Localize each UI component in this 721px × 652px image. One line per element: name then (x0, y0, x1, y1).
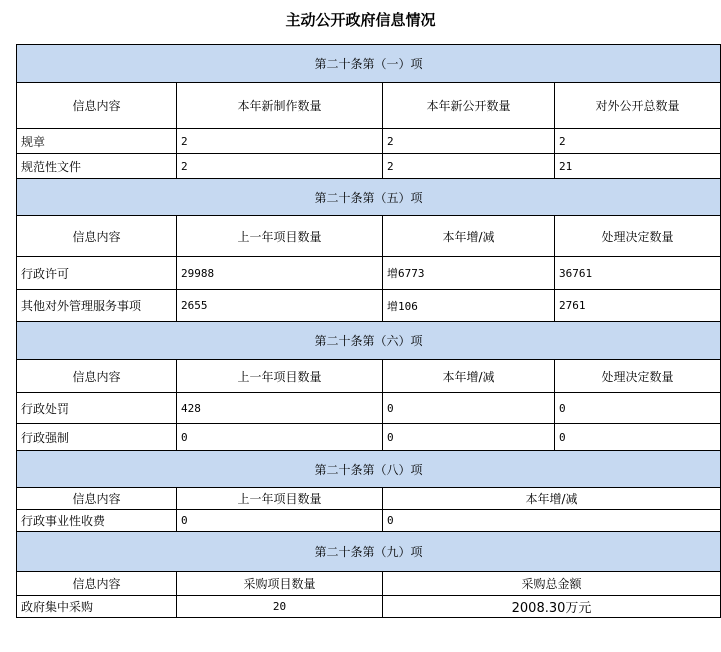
column-header-row (17, 360, 721, 393)
column-header: 采购总金额 (383, 572, 721, 596)
table-row (17, 510, 721, 532)
cell-value: 2761 (555, 290, 721, 322)
section-header (17, 451, 721, 488)
column-header: 上一年项目数量 (177, 216, 383, 257)
column-header: 本年增/减 (383, 488, 721, 510)
table-row (17, 596, 721, 618)
cell-value: 2 (177, 154, 383, 179)
column-header: 上一年项目数量 (177, 488, 383, 510)
section-header (17, 179, 721, 216)
cell-value: 2655 (177, 290, 383, 322)
row-label: 行政强制 (17, 424, 177, 451)
section-header (17, 45, 721, 83)
cell-value: 29988 (177, 257, 383, 290)
page-title: 主动公开政府信息情况 (285, 11, 436, 29)
cell-value: 0 (383, 393, 555, 424)
column-header: 采购项目数量 (177, 572, 383, 596)
row-label: 规范性文件 (17, 154, 177, 179)
column-header-row (17, 572, 721, 596)
cell-value: 2 (383, 129, 555, 154)
column-header: 信息内容 (17, 360, 177, 393)
cell-value: 0 (177, 424, 383, 451)
section-heading: 第二十条第（一）项 (17, 45, 721, 83)
section-header (17, 532, 721, 572)
row-label: 行政许可 (17, 257, 177, 290)
cell-value: 0 (177, 510, 383, 532)
section-header (17, 322, 721, 360)
column-header: 对外公开总数量 (555, 83, 721, 129)
cell-value: 21 (555, 154, 721, 179)
column-header: 本年新制作数量 (177, 83, 383, 129)
column-header: 本年增/减 (383, 216, 555, 257)
row-label: 行政事业性收费 (17, 510, 177, 532)
section-heading: 第二十条第（八）项 (17, 451, 721, 488)
row-label: 其他对外管理服务事项 (17, 290, 177, 322)
cell-value: 2008.30万元 (383, 596, 721, 618)
section-heading: 第二十条第（九）项 (17, 532, 721, 572)
section-heading: 第二十条第（五）项 (17, 179, 721, 216)
cell-value: 0 (383, 510, 721, 532)
table-row (17, 154, 721, 179)
column-header: 信息内容 (17, 488, 177, 510)
table-row (17, 257, 721, 290)
table-row (17, 129, 721, 154)
column-header: 本年增/减 (383, 360, 555, 393)
cell-value: 20 (177, 596, 383, 618)
column-header: 信息内容 (17, 83, 177, 129)
table-row (17, 290, 721, 322)
cell-value: 0 (555, 393, 721, 424)
column-header-row (17, 488, 721, 510)
table-row (17, 424, 721, 451)
row-label: 政府集中采购 (17, 596, 177, 618)
column-header-row (17, 83, 721, 129)
cell-value: 0 (555, 424, 721, 451)
column-header: 本年新公开数量 (383, 83, 555, 129)
row-label: 行政处罚 (17, 393, 177, 424)
column-header: 信息内容 (17, 216, 177, 257)
row-label: 规章 (17, 129, 177, 154)
column-header: 信息内容 (17, 572, 177, 596)
cell-value: 2 (555, 129, 721, 154)
cell-value: 增106 (383, 290, 555, 322)
table-row (17, 393, 721, 424)
section-heading: 第二十条第（六）项 (17, 322, 721, 360)
cell-value: 36761 (555, 257, 721, 290)
column-header: 处理决定数量 (555, 360, 721, 393)
cell-value: 2 (383, 154, 555, 179)
disclosure-table (16, 44, 721, 618)
cell-value: 增6773 (383, 257, 555, 290)
column-header-row (17, 216, 721, 257)
cell-value: 2 (177, 129, 383, 154)
column-header: 处理决定数量 (555, 216, 721, 257)
cell-value: 0 (383, 424, 555, 451)
column-header: 上一年项目数量 (177, 360, 383, 393)
cell-value: 428 (177, 393, 383, 424)
